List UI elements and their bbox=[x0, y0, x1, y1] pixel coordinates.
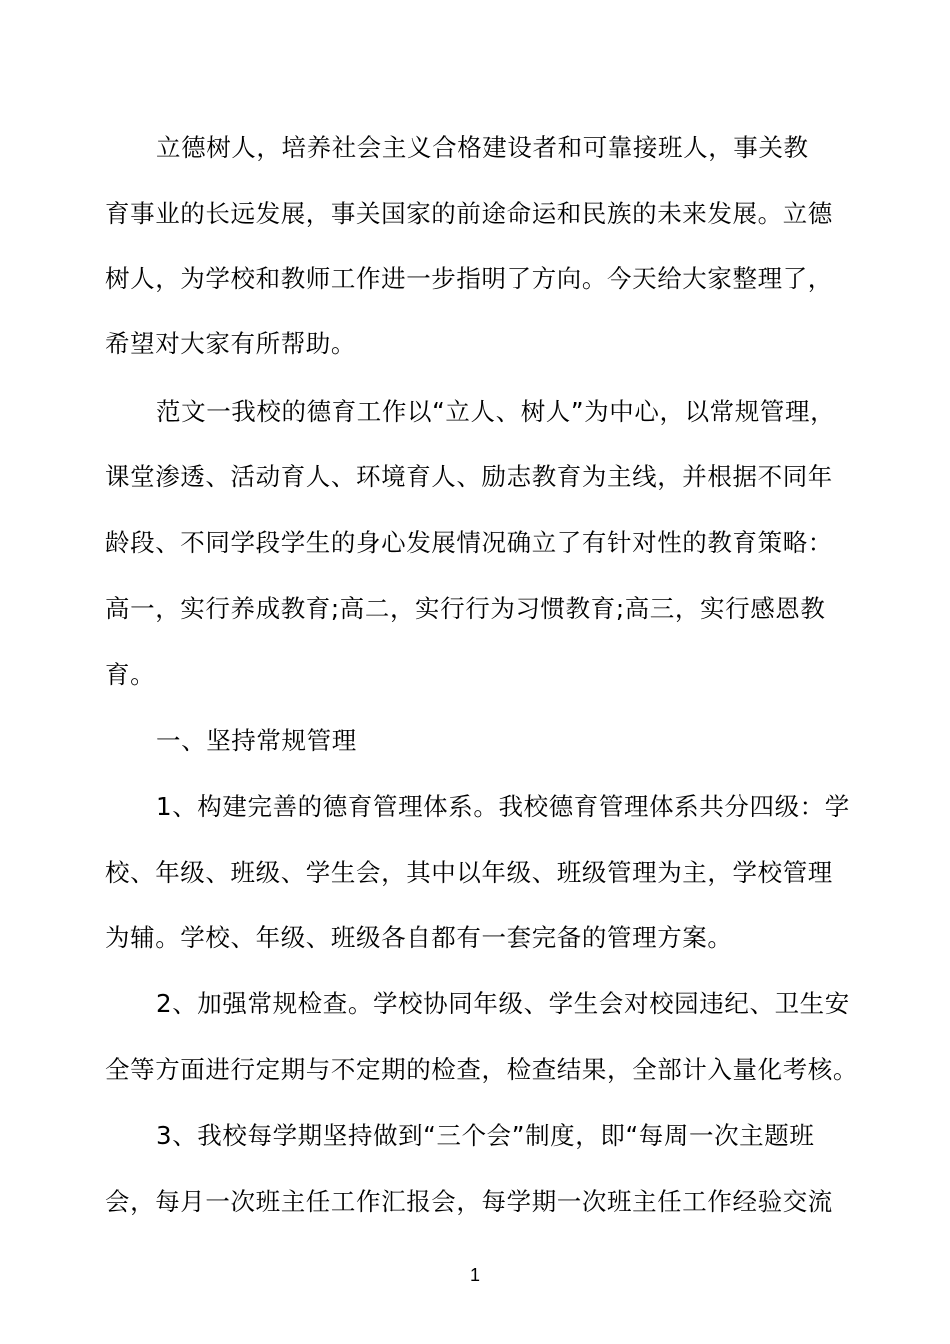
text-line: 立德树人，培养社会主义合格建设者和可靠接班人，事关教 bbox=[156, 133, 809, 162]
text-line: 2、加强常规检查。学校协同年级、学生会对校园违纪、卫生安 bbox=[156, 989, 850, 1018]
text-line: 希望对大家有所帮助。 bbox=[105, 329, 356, 358]
text-line: 树人，为学校和教师工作进一步指明了方向。今天给大家整理了， bbox=[105, 264, 833, 293]
page-number: 1 bbox=[469, 1265, 480, 1285]
text-line: 育事业的长远发展，事关国家的前途命运和民族的未来发展。立德 bbox=[105, 199, 833, 228]
text-line: 校、年级、班级、学生会，其中以年级、班级管理为主，学校管理 bbox=[105, 858, 833, 887]
text-line: 高一，实行养成教育;高二，实行行为习惯教育;高三，实行感恩教 bbox=[105, 594, 826, 623]
text-line: 育。 bbox=[105, 660, 156, 689]
section-heading: 一、坚持常规管理 bbox=[156, 726, 357, 755]
text-line: 会，每月一次班主任工作汇报会，每学期一次班主任工作经验交流 bbox=[105, 1187, 833, 1216]
text-line: 为辅。学校、年级、班级各自都有一套完备的管理方案。 bbox=[105, 923, 733, 952]
text-line: 范文一我校的德育工作以“立人、树人”为中心，以常规管理， bbox=[156, 397, 836, 426]
text-line: 龄段、不同学段学生的身心发展情况确立了有针对性的教育策略： bbox=[105, 528, 833, 557]
text-line: 3、我校每学期坚持做到“三个会”制度，即“每周一次主题班 bbox=[156, 1121, 815, 1150]
text-line: 全等方面进行定期与不定期的检查，检查结果，全部计入量化考核。 bbox=[105, 1055, 858, 1084]
text-line: 课堂渗透、活动育人、环境育人、励志教育为主线，并根据不同年 bbox=[105, 462, 833, 491]
text-line: 1、构建完善的德育管理体系。我校德育管理体系共分四级：学 bbox=[156, 792, 850, 821]
